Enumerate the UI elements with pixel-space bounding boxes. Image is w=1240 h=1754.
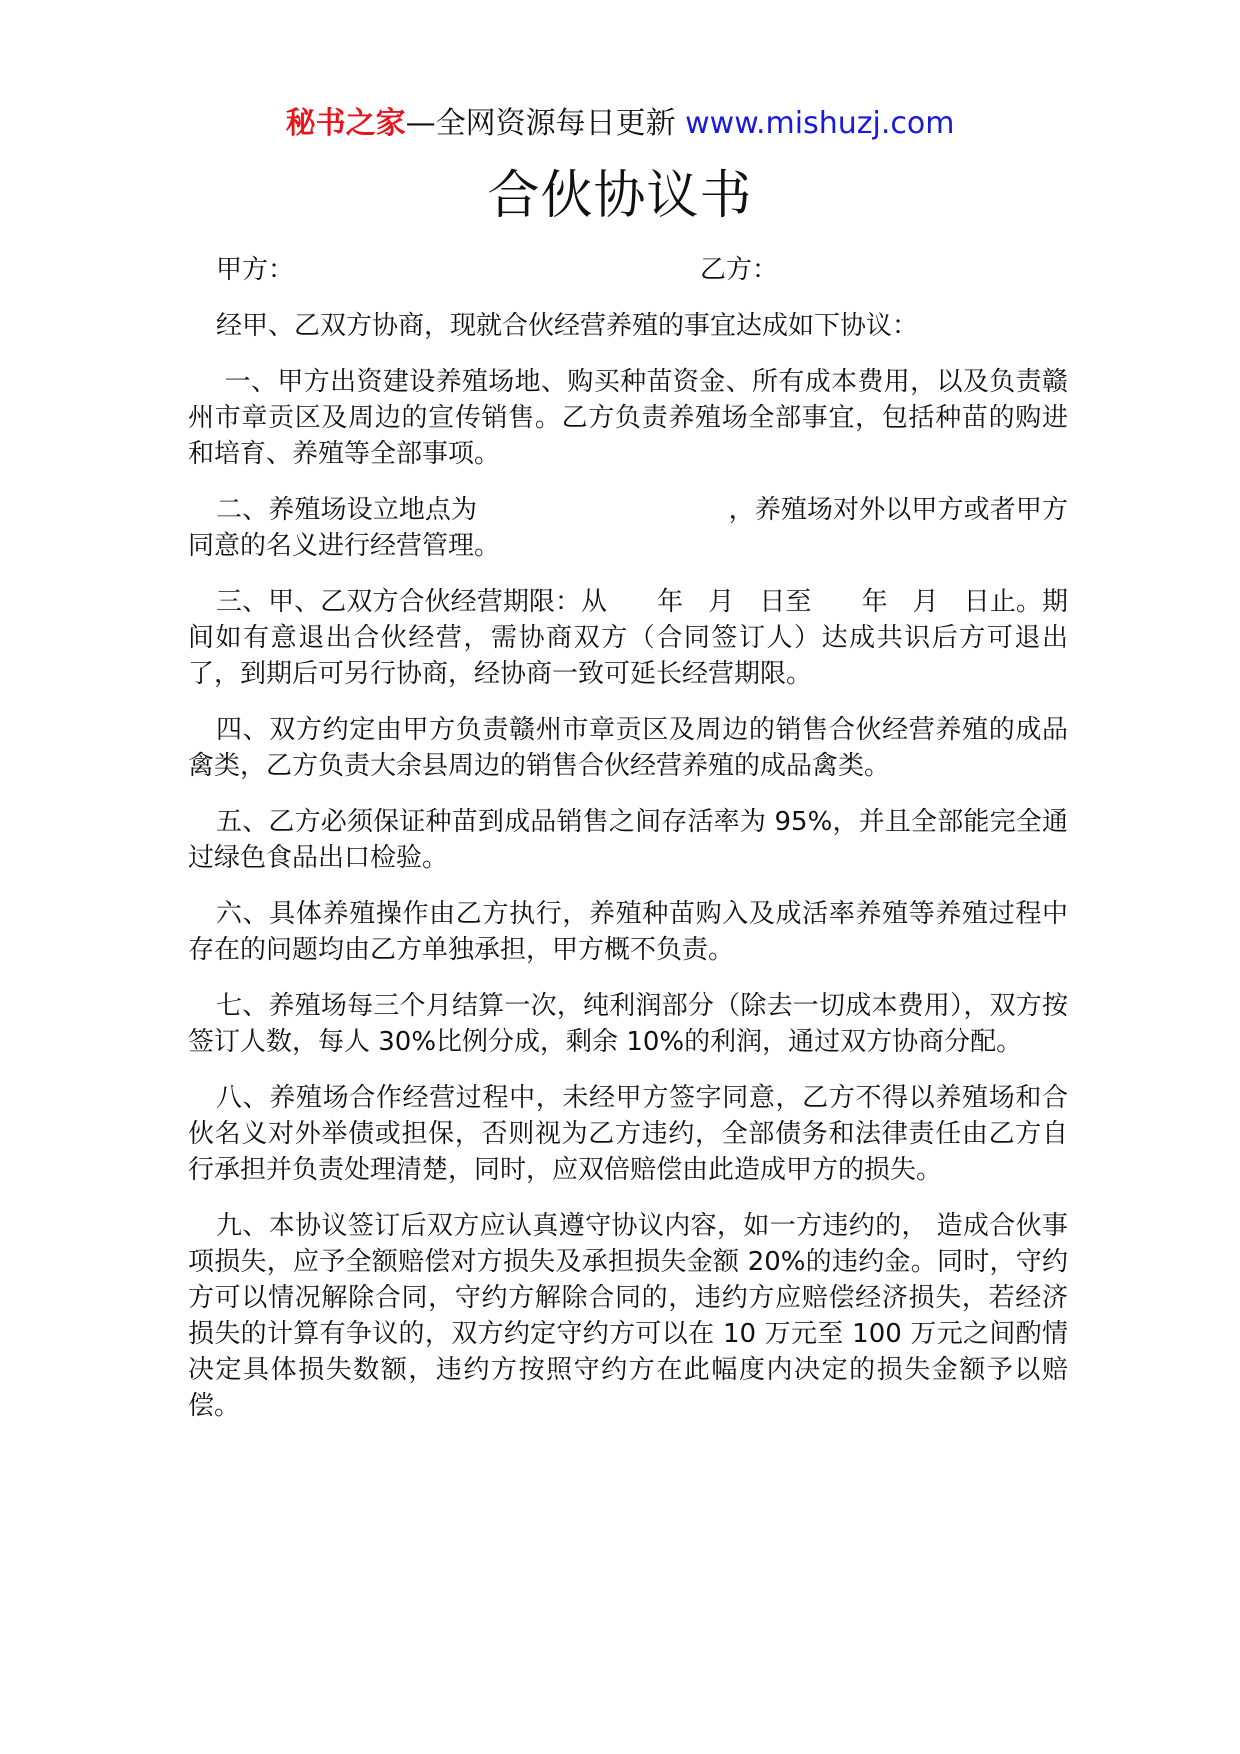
clause-7: 七、养殖场每三个月结算一次，纯利润部分（除去一切成本费用），双方按签订人数，每人 30%比例分成，剩余 10%的利润，通过双方协商分配。 (188, 991, 1068, 1057)
clause-6: 六、具体养殖操作由乙方执行，养殖种苗购入及成活率养殖等养殖过程中存在的问题均由乙方单独承担，甲方概不负责。 (188, 899, 1068, 965)
party-a-label: 甲方： (216, 255, 295, 285)
banner-slogan: —全网资源每日更新 (405, 106, 686, 141)
agreement-body (188, 308, 1068, 1444)
clause-5: 五、乙方必须保证种苗到成品销售之间存活率为 95%，并且全部能完全通过绿色食品出口检验。 (188, 807, 1068, 873)
clause-9: 九、本协议签订后双方应认真遵守协议内容，如一方违约的， 造成合伙事项损失，应予全额赔偿对方损失及承担损失金额 20%的违约金。同时，守约方可以情况解除合同，守约方解除合同的，违约方应赔偿经济损失，若经济损失的计算有争议的，双方约定守约方可以在 10 万元至 100 万元之间酌情决定具体损失数额，违约方按照守约方在此幅度内决定的损失金额予以赔偿。 (188, 1211, 1068, 1421)
site-url-link[interactable]: www.mishuzj.com (685, 106, 955, 141)
brand-name: 秘书之家 (285, 106, 406, 141)
party-b-label: 乙方： (700, 255, 779, 285)
intro-paragraph: 经甲、乙双方协商，现就合伙经营养殖的事宜达成如下协议： (216, 311, 919, 341)
clause-1: 一、甲方出资建设养殖场地、购买种苗资金、所有成本费用，以及负责赣州市章贡区及周边的宣传销售。乙方负责养殖场全部事宜，包括种苗的购进和培育、养殖等全部事项。 (188, 367, 1068, 469)
clause-2: 二、养殖场设立地点为 ，养殖场对外以甲方或者甲方同意的名义进行经营管理。 (188, 495, 1068, 561)
parties-line (216, 252, 1066, 288)
clause-4: 四、双方约定由甲方负责赣州市章贡区及周边的销售合伙经营养殖的成品禽类，乙方负责大余县周边的销售合伙经营养殖的成品禽类。 (188, 715, 1068, 781)
site-banner (0, 102, 1240, 146)
document-title: 合伙协议书 (487, 166, 753, 226)
clause-8: 八、养殖场合作经营过程中，未经甲方签字同意，乙方不得以养殖场和合伙名义对外举债或担保，否则视为乙方违约，全部债务和法律责任由乙方自行承担并负责处理清楚，同时，应双倍赔偿由此造成甲方的损失。 (188, 1083, 1068, 1185)
clause-3: 三、甲、乙双方合伙经营期限：从 年 月 日至 年 月 日止。期间如有意退出合伙经营，需协商双方（合同签订人）达成共识后方可退出了，到期后可另行协商，经协商一致可延长经营期限。 (188, 587, 1068, 689)
